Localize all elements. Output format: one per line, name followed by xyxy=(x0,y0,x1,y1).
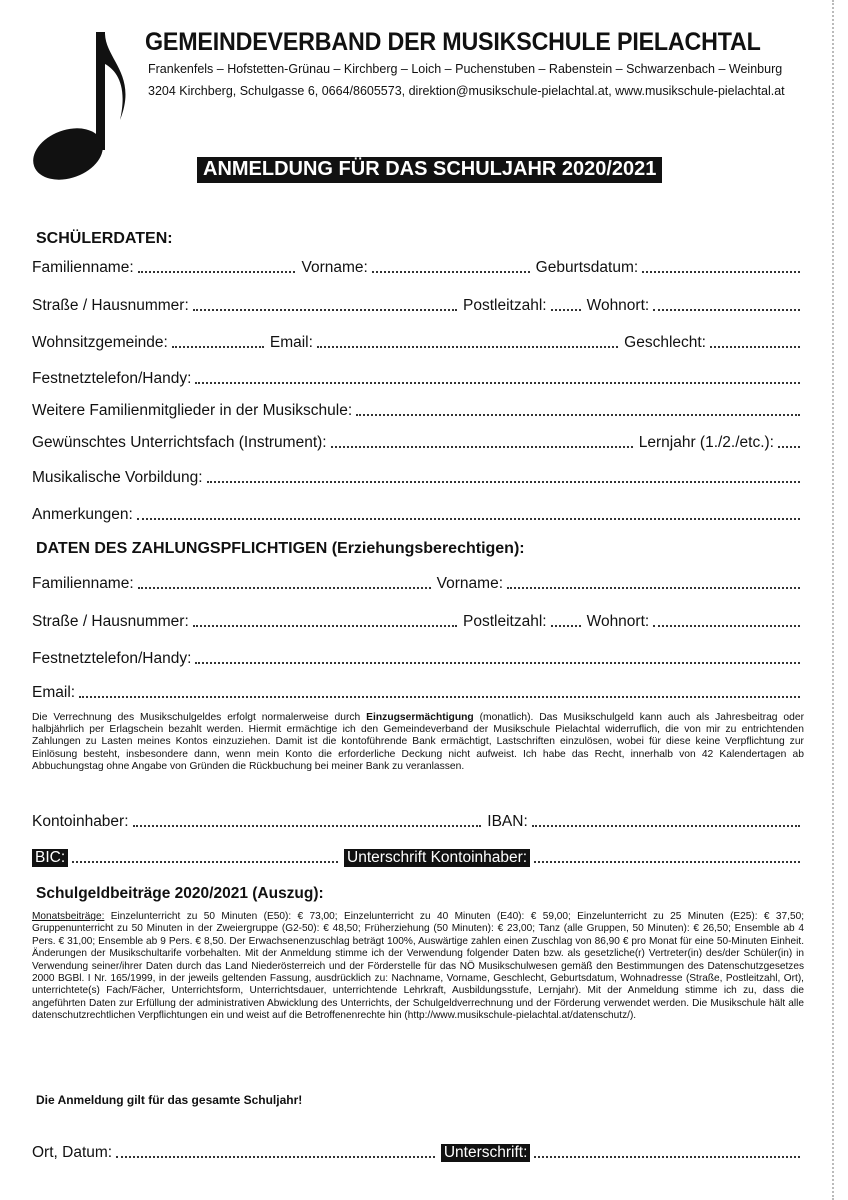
payer-row-address xyxy=(32,609,800,631)
payer-familienname-label: Familienname: xyxy=(32,575,134,592)
telefon-field[interactable] xyxy=(195,382,800,384)
payer-section-heading: DATEN DES ZAHLUNGSPFLICHTIGEN (Erziehungsberechtigen): xyxy=(36,540,525,557)
payer-plz-label: Postleitzahl: xyxy=(463,613,547,630)
wohnsitzgemeinde-field[interactable] xyxy=(172,346,264,348)
fees-and-privacy-text: Monatsbeiträge: Einzelunterricht zu 50 Minuten (E50): € 73,00; Einzelunterricht zu 40 Minuten (E40): € 59,00; Einzelunterricht zu 25 Minuten (E25): € 37,50; Gruppenunterricht zu 50 Minuten in der Zweiergruppe (G2-50): € 48,50; Früherziehung (50 Minuten): € 23,00; Tanz (alle Gruppen, 50 Minuten): € 26,50; Ensemble ab 4 Pers. € 31,00; Ensemble ab 9 Pers. € 8,50. Der Erwachsenenzuschlag beträgt 100%, Auswärtige zahlen einen Zuschlag von 86,90 € pro Monat für eine 50-Minuten Einheit. Änderungen der Musikschultarife vorbehalten. Mit der Anmeldung stimme ich der Verwendung folgender Daten bzw. als gesetzliche(r) Vertreter(in) des/der Schüler(in) in Verwendung seiner/ihrer Daten durch das Land Niederösterreich und der Förderstelle für das NÖ Musikschulwesen gemäß den Bestimmungen des Datenschutzgesetzes 2000 BGBl. I Nr. 165/1999, in der jeweils geltenden Fassung, ausdrücklich zu: Nachname, Vorname, Geschlecht, Geburtsdatum, Wohnadresse (Straße, Postleitzahl, Ort), unterrichtete(s) Fach/Fächer, Unterrichtsform, Unterrichtsdauer, unterrichtende Lehrkraft, Ausbildungsstufe, Lernjahr). Mit der Anmeldung stimme ich zu, dass die angeführten Daten zur Erfüllung der administrativen Abwicklung des Unterrichts, der Schulgeldverrechnung und der Förderung verwendet werden. Die Musikschule hält alle datenschutzrechtlichen Verpflichtungen ein und weist auf die Betroffenenrechte hin (http://www.musikschule-pielachtal.at/datenschutz/). xyxy=(32,911,804,1022)
member-municipalities: Frankenfels – Hofstetten-Grünau – Kirchberg – Loich – Puchenstuben – Rabenstein – Schwarzenbach – Weinburg xyxy=(148,62,783,76)
payer-telefon-label: Festnetztelefon/Handy: xyxy=(32,650,192,667)
organization-name: GEMEINDEVERBAND DER MUSIKSCHULE PIELACHTAL xyxy=(145,28,761,56)
bank-row-bic xyxy=(32,845,800,867)
kontoinhaber-label: Kontoinhaber: xyxy=(32,813,129,830)
unterschrift-field[interactable] xyxy=(534,1156,800,1158)
plz-label: Postleitzahl: xyxy=(463,297,547,314)
telefon-label: Festnetztelefon/Handy: xyxy=(32,370,192,387)
iban-label: IBAN: xyxy=(487,813,528,830)
iban-field[interactable] xyxy=(532,825,800,827)
payer-wohnort-field[interactable] xyxy=(653,625,800,627)
payer-strasse-field[interactable] xyxy=(193,625,457,627)
student-section-heading: SCHÜLERDATEN: xyxy=(36,230,173,247)
familienname-field[interactable] xyxy=(138,271,296,273)
payer-row-name xyxy=(32,571,800,593)
contact-info: 3204 Kirchberg, Schulgasse 6, 0664/8605573, direktion@musikschule-pielachtal.at, www.musikschule-pielachtal.at xyxy=(148,84,785,98)
payer-vorname-label: Vorname: xyxy=(436,575,504,592)
payer-wohnort-label: Wohnort: xyxy=(586,613,650,630)
student-row-instrument xyxy=(32,430,800,452)
geschlecht-label: Geschlecht: xyxy=(624,334,706,351)
registration-note: Die Anmeldung gilt für das gesamte Schuljahr! xyxy=(36,1093,303,1107)
payer-email-field[interactable] xyxy=(79,696,800,698)
payer-email-label: Email: xyxy=(32,684,76,701)
email-field[interactable] xyxy=(317,346,618,348)
familienmitglieder-label: Weitere Familienmitglieder in der Musikschule: xyxy=(32,402,353,419)
familienmitglieder-field[interactable] xyxy=(356,414,800,416)
payer-familienname-field[interactable] xyxy=(138,587,431,589)
vorname-field[interactable] xyxy=(372,271,530,273)
unterschrift-kontoinhaber-label: Unterschrift Kontoinhaber: xyxy=(344,849,530,867)
student-row-notes xyxy=(32,502,800,524)
direct-debit-mandate-text: Die Verrechnung des Musikschulgeldes erfolgt normalerweise durch Einzugsermächtigung (monatlich). Das Musikschulgeld kann auch als Jahresbeitrag oder halbjährlich per Erlagschein bezahlt werden. Hiermit ermächtige ich den Gemeindeverband der Musikschule Pielachtal widerruflich, die von mir zu entrichtenden Zahlungen zu Lasten meines Kontos einzuziehen. Damit ist die kontoführende Bank ermächtigt, Lastschriften einzulösen, wobei für diese keine Verpflichtung zur Einlösung besteht, insbesondere dann, wenn mein Konto die erforderliche Deckung nicht aufweist. Ich habe das Recht, innerhalb von 42 Kalendertagen ab Abbuchungstag ohne Angabe von Gründen die Rückbuchung bei meiner Bank zu veranlassen. xyxy=(32,712,804,772)
bic-field[interactable] xyxy=(72,861,338,863)
familienname-label: Familienname: xyxy=(32,259,134,276)
student-row-education xyxy=(32,465,800,487)
mandate-keyword: Einzugsermächtigung xyxy=(366,712,474,723)
anmerkungen-label: Anmerkungen: xyxy=(32,506,133,523)
geschlecht-field[interactable] xyxy=(710,346,800,348)
fees-heading: Schulgeldbeiträge 2020/2021 (Auszug): xyxy=(36,885,324,902)
wohnort-label: Wohnort: xyxy=(586,297,650,314)
signature-row xyxy=(32,1140,800,1162)
lernjahr-field[interactable] xyxy=(778,446,800,448)
music-note-icon xyxy=(28,30,138,190)
payer-telefon-field[interactable] xyxy=(195,662,800,664)
form-title: ANMELDUNG FÜR DAS SCHULJAHR 2020/2021 xyxy=(197,157,662,183)
vorname-label: Vorname: xyxy=(301,259,368,276)
student-row-municipality xyxy=(32,330,800,352)
bic-label: BIC: xyxy=(32,849,68,867)
geburtsdatum-field[interactable] xyxy=(642,271,800,273)
student-row-family xyxy=(32,398,800,420)
payer-plz-field[interactable] xyxy=(551,625,581,627)
geburtsdatum-label: Geburtsdatum: xyxy=(535,259,639,276)
fees-label: Monatsbeiträge: xyxy=(32,911,105,922)
bank-row-holder xyxy=(32,809,800,831)
vorbildung-label: Musikalische Vorbildung: xyxy=(32,469,203,486)
vorbildung-field[interactable] xyxy=(207,481,800,483)
payer-vorname-field[interactable] xyxy=(507,587,800,589)
fach-label: Gewünschtes Unterrichtsfach (Instrument): xyxy=(32,434,327,451)
unterschrift-label: Unterschrift: xyxy=(441,1144,531,1162)
ort-datum-label: Ort, Datum: xyxy=(32,1144,113,1161)
strasse-label: Straße / Hausnummer: xyxy=(32,297,189,314)
strasse-field[interactable] xyxy=(193,309,457,311)
anmerkungen-field[interactable] xyxy=(137,518,800,520)
student-row-phone xyxy=(32,366,800,388)
payer-strasse-label: Straße / Hausnummer: xyxy=(32,613,189,630)
kontoinhaber-field[interactable] xyxy=(133,825,482,827)
ort-datum-field[interactable] xyxy=(116,1156,435,1158)
student-row-address xyxy=(32,293,800,315)
student-row-name xyxy=(32,255,800,277)
email-label: Email: xyxy=(269,334,313,351)
wohnsitzgemeinde-label: Wohnsitzgemeinde: xyxy=(32,334,168,351)
plz-field[interactable] xyxy=(551,309,581,311)
payer-row-phone xyxy=(32,646,800,668)
wohnort-field[interactable] xyxy=(653,309,800,311)
lernjahr-label: Lernjahr (1./2./etc.): xyxy=(638,434,774,451)
payer-row-email xyxy=(32,680,800,702)
fach-field[interactable] xyxy=(331,446,633,448)
scan-edge-line xyxy=(831,0,834,1200)
unterschrift-kontoinhaber-field[interactable] xyxy=(534,861,800,863)
